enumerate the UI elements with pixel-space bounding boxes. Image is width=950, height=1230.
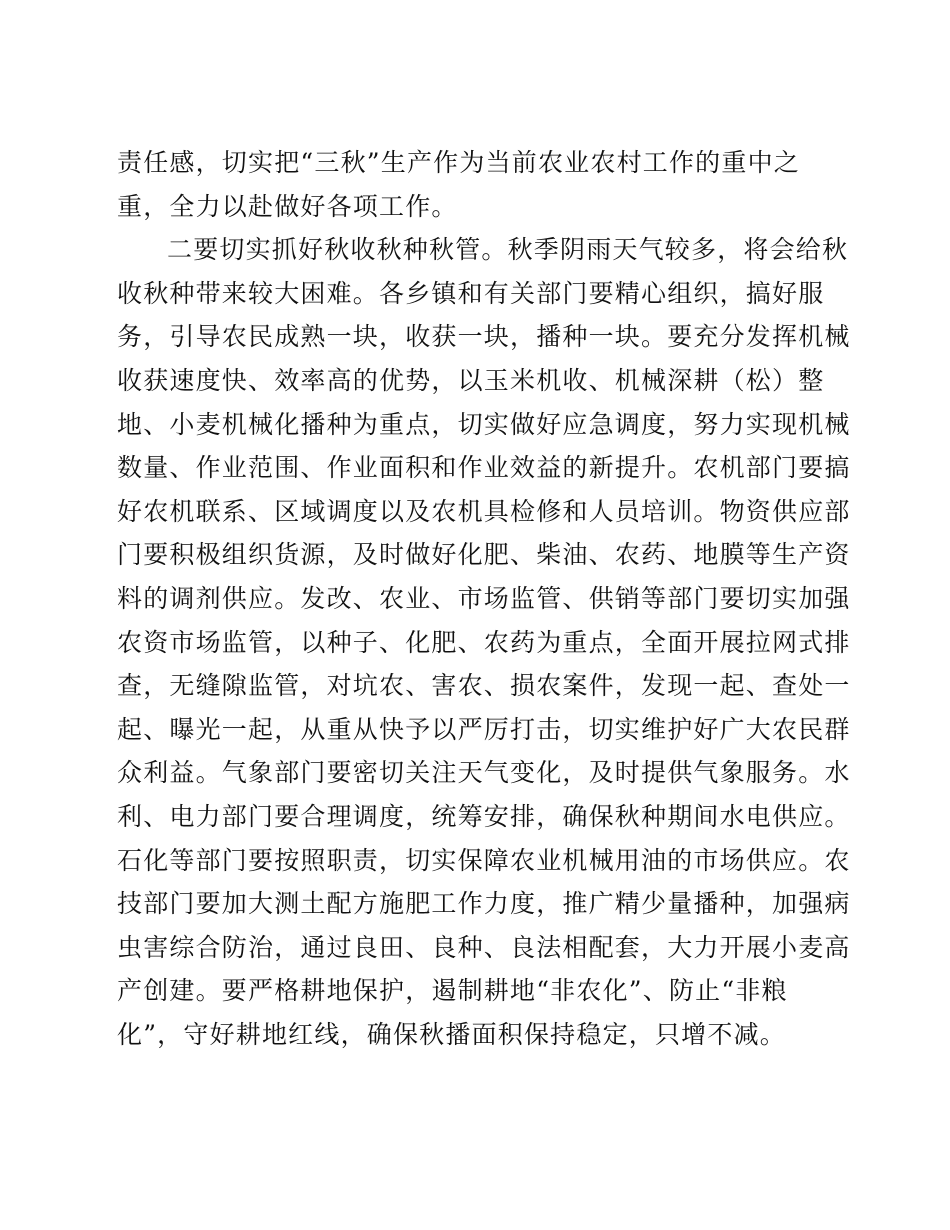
text-line: 技部门要加大测土配方施肥工作力度，推广精少量播种，加强病: [117, 889, 851, 919]
text-line: 查，无缝隙监管，对坑农、害农、损农案件，发现一起、查处一: [117, 671, 851, 701]
text-line: 众利益。气象部门要密切关注天气变化，及时提供气象服务。水: [117, 758, 851, 788]
text-line: 农资市场监管，以种子、化肥、农药为重点，全面开展拉网式排: [117, 627, 851, 657]
text-line: 产创建。要严格耕地保护，遏制耕地“非农化”、防止“非粮: [117, 976, 788, 1006]
text-line: 石化等部门要按照职责，切实保障农业机械用油的市场供应。农: [117, 845, 851, 875]
text-line: 重，全力以赴做好各项工作。: [117, 191, 458, 221]
text-line: 务，引导农民成熟一块，收获一块，播种一块。要充分发挥机械: [117, 322, 851, 352]
text-line: 虫害综合防治，通过良田、良种、良法相配套，大力开展小麦高: [117, 932, 851, 962]
text-line: 门要积极组织货源，及时做好化肥、柴油、农药、地膜等生产资: [117, 540, 851, 570]
text-line: 收获速度快、效率高的优势，以玉米机收、机械深耕（松）整: [117, 365, 825, 395]
text-line: 好农机联系、区域调度以及农机具检修和人员培训。物资供应部: [117, 496, 851, 526]
text-line: 化”，守好耕地红线，确保秋播面积保持稳定，只增不减。: [117, 1019, 786, 1049]
text-line: 数量、作业范围、作业面积和作业效益的新提升。农机部门要搞: [117, 453, 851, 483]
text-line: 责任感，切实把“三秋”生产作为当前农业农村工作的重中之: [117, 148, 800, 177]
paragraph-start-line: 二要切实抓好秋收秋种秋管。秋季阴雨天气较多，将会给秋: [167, 235, 849, 265]
text-line: 起、曝光一起，从重从快予以严厉打击，切实维护好广大农民群: [117, 714, 851, 744]
text-line: 料的调剂供应。发改、农业、市场监管、供销等部门要切实加强: [117, 583, 851, 613]
body-text: [117, 141, 851, 1056]
text-line: 地、小麦机械化播种为重点，切实做好应急调度，努力实现机械: [117, 409, 851, 439]
text-line: 利、电力部门要合理调度，统筹安排，确保秋种期间水电供应。: [117, 801, 851, 831]
text-line: 收秋种带来较大困难。各乡镇和有关部门要精心组织，搞好服: [117, 278, 825, 308]
